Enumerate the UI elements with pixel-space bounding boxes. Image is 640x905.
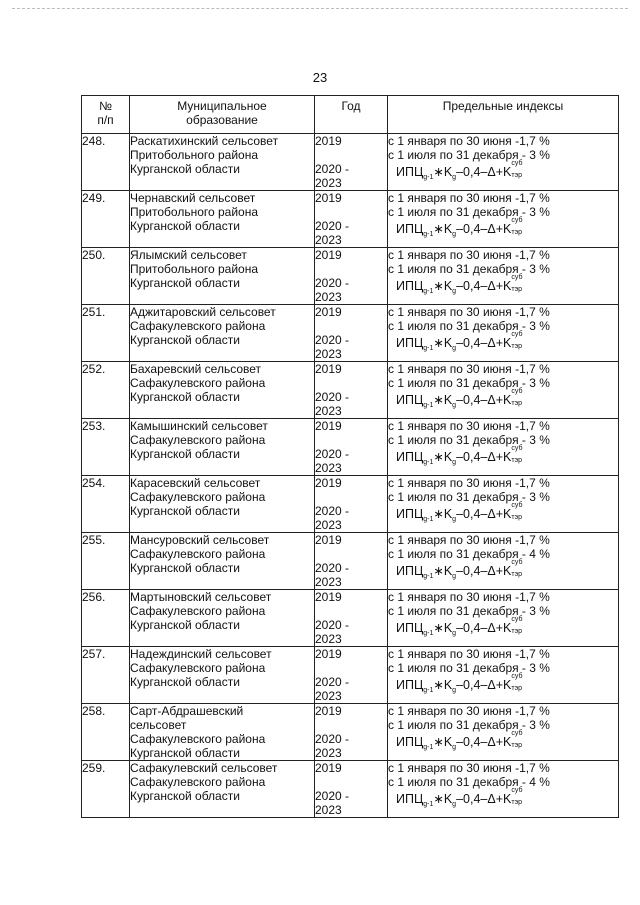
formula-rest: –0,4–Δ+K [456,564,512,578]
formula-k-sub2: тэр [511,628,523,635]
year-range-end: 2023 [315,632,342,646]
formula-ipc: ИПЦ [396,222,424,236]
formula-k-sub: g [452,801,457,808]
formula-ipc: ИПЦ [396,735,424,749]
municipality-name-line: Аджитаровский сельсовет [130,305,276,319]
row-years [315,191,388,248]
formula-k-sup: суб [511,160,523,167]
index-second-half: с 1 июля по 31 декабря - 4 % [388,547,550,561]
year-range-end: 2023 [315,689,342,703]
row-number: 251. [82,305,130,362]
index-formula [396,787,618,812]
formula-k-scripts [511,616,529,635]
index-formula [396,160,618,185]
row-number: 249. [82,191,130,248]
municipality-name-line: Курганской области [130,333,240,347]
municipality-name-line: Сарт-Абдрашевский [130,704,244,718]
formula-k-sub2: тэр [511,343,523,350]
row-years [315,248,388,305]
formula-k-scripts [511,331,529,350]
index-second-half: с 1 июля по 31 декабря - 4 % [388,775,550,789]
year-range-end: 2023 [315,746,342,760]
formula-k-scripts [511,673,529,692]
year-start: 2019 [315,476,342,490]
municipality-name-line: Сафакулевского района [130,661,266,675]
formula-rest: –0,4–Δ+K [456,678,512,692]
formula-k-scripts [511,388,529,407]
index-formula [396,388,618,413]
formula-ipc-sub: g-1 [423,516,434,523]
municipality-name [130,761,315,818]
formula-op: ∗ [433,564,444,578]
municipality-name-line: Сафакулевского района [130,376,266,390]
formula-ipc-sub: g-1 [423,687,434,694]
formula-k-sub: g [452,744,457,751]
index-formula [396,730,618,755]
formula-k-sub2: тэр [511,172,523,179]
year-range-start: 2020 - [315,390,350,404]
row-years [315,362,388,419]
formula-k: K [443,222,453,236]
municipality-name-line: Надеждинский сельсовет [130,647,272,661]
formula-k-sup: суб [511,502,523,509]
formula-ipc-sub: g-1 [423,801,434,808]
index-formula [396,217,618,242]
formula-ipc-sub: g-1 [423,174,434,181]
header-index: Предельные индексы [388,96,619,134]
table-body [82,134,619,818]
municipality-name [130,590,315,647]
table-row [82,533,619,590]
formula-ipc: ИПЦ [396,450,424,464]
formula-ipc: ИПЦ [396,792,424,806]
formula-k-sup: суб [511,787,523,794]
formula-k-sup: суб [511,217,523,224]
formula-ipc-sub: g-1 [423,231,434,238]
formula-op: ∗ [433,735,444,749]
formula-k: K [443,336,453,350]
formula-k-scripts [511,445,529,464]
municipality-name-line: Курганской области [130,447,240,461]
row-number: 252. [82,362,130,419]
municipality-name [130,704,315,761]
row-years [315,305,388,362]
municipality-name [130,476,315,533]
table-row [82,476,619,533]
row-indices [388,134,619,191]
index-second-half: с 1 июля по 31 декабря - 3 % [388,319,550,333]
formula-k-sub: g [452,573,457,580]
formula-op: ∗ [433,393,444,407]
formula-op: ∗ [433,678,444,692]
row-years [315,419,388,476]
index-first-half: с 1 января по 30 июня -1,7 % [388,362,550,376]
formula-k-sub: g [452,459,457,466]
index-first-half: с 1 января по 30 июня -1,7 % [388,305,550,319]
formula-k-sub2: тэр [511,571,523,578]
year-range-end: 2023 [315,518,342,532]
formula-ipc: ИПЦ [396,336,424,350]
year-start: 2019 [315,191,342,205]
year-range-start: 2020 - [315,618,350,632]
index-second-half: с 1 июля по 31 декабря - 3 % [388,262,550,276]
municipality-name-line: Сафакулевского района [130,319,266,333]
formula-ipc: ИПЦ [396,393,424,407]
municipality-name-line: Сафакулевского района [130,433,266,447]
year-range-end: 2023 [315,233,342,247]
formula-rest: –0,4–Δ+K [456,792,512,806]
formula-ipc: ИПЦ [396,678,424,692]
formula-op: ∗ [433,792,444,806]
formula-k-sub: g [452,231,457,238]
formula-k: K [443,735,453,749]
year-start: 2019 [315,305,342,319]
row-indices [388,248,619,305]
header-name: Муниципальное образование [130,96,315,134]
formula-k: K [443,450,453,464]
year-range-start: 2020 - [315,333,350,347]
municipality-name-line: Притобольного района [130,205,259,219]
formula-k-sup: суб [511,730,523,737]
index-formula [396,331,618,356]
formula-k: K [443,564,453,578]
municipality-name-line: сельсовет [130,718,187,732]
formula-op: ∗ [433,279,444,293]
formula-k: K [443,279,453,293]
formula-k: K [443,165,453,179]
municipality-name-line: Карасевский сельсовет [130,476,261,490]
formula-k-sub2: тэр [511,457,523,464]
table-row [82,704,619,761]
index-first-half: с 1 января по 30 июня -1,7 % [388,134,550,148]
municipality-name-line: Притобольного района [130,148,259,162]
page-number: 23 [312,70,328,85]
municipality-name-line: Курганской области [130,390,240,404]
table-row [82,761,619,818]
formula-ipc-sub: g-1 [423,402,434,409]
formula-ipc: ИПЦ [396,279,424,293]
index-first-half: с 1 января по 30 июня -1,7 % [388,476,550,490]
year-range-start: 2020 - [315,732,350,746]
index-first-half: с 1 января по 30 июня -1,7 % [388,647,550,661]
row-number: 256. [82,590,130,647]
municipality-name-line: Сафакулевского района [130,547,266,561]
index-formula [396,559,618,584]
year-start: 2019 [315,761,342,775]
row-number: 248. [82,134,130,191]
formula-k-sub2: тэр [511,799,523,806]
row-indices [388,362,619,419]
row-number: 255. [82,533,130,590]
formula-k-sub: g [452,516,457,523]
row-years [315,476,388,533]
municipality-name-line: Сафакулевского района [130,604,266,618]
year-range-start: 2020 - [315,561,350,575]
formula-k: K [443,792,453,806]
formula-k-sup: суб [511,673,523,680]
table-row [82,305,619,362]
formula-k-sub2: тэр [511,514,523,521]
formula-k-sub2: тэр [511,286,523,293]
index-formula [396,445,618,470]
table-row [82,248,619,305]
year-range-start: 2020 - [315,447,350,461]
formula-rest: –0,4–Δ+K [456,336,512,350]
formula-ipc-sub: g-1 [423,573,434,580]
formula-op: ∗ [433,222,444,236]
row-years [315,533,388,590]
formula-k: K [443,507,453,521]
municipality-name-line: Сафакулевский сельсовет [130,761,278,775]
index-second-half: с 1 июля по 31 декабря - 3 % [388,661,550,675]
row-years [315,590,388,647]
index-second-half: с 1 июля по 31 декабря - 3 % [388,205,550,219]
municipality-name-line: Курганской области [130,789,240,803]
row-indices [388,761,619,818]
formula-k-sup: суб [511,331,523,338]
row-number: 254. [82,476,130,533]
table-row [82,419,619,476]
formula-op: ∗ [433,450,444,464]
formula-op: ∗ [433,621,444,635]
year-range-start: 2020 - [315,675,350,689]
index-formula [396,502,618,527]
index-second-half: с 1 июля по 31 декабря - 3 % [388,604,550,618]
formula-k-sub2: тэр [511,742,523,749]
row-indices [388,533,619,590]
year-range-end: 2023 [315,347,342,361]
formula-rest: –0,4–Δ+K [456,507,512,521]
row-indices [388,305,619,362]
year-range-end: 2023 [315,290,342,304]
row-number: 258. [82,704,130,761]
year-range-start: 2020 - [315,504,350,518]
index-second-half: с 1 июля по 31 декабря - 3 % [388,490,550,504]
municipality-name-line: Курганской области [130,746,240,760]
municipality-name-line: Камышинский сельсовет [130,419,268,433]
formula-k-sup: суб [511,616,523,623]
formula-k-sub2: тэр [511,229,523,236]
formula-op: ∗ [433,507,444,521]
table-row [82,134,619,191]
year-start: 2019 [315,419,342,433]
formula-k-sup: суб [511,274,523,281]
row-number: 253. [82,419,130,476]
year-start: 2019 [315,248,342,262]
formula-ipc-sub: g-1 [423,288,434,295]
index-formula [396,274,618,299]
formula-k-sub2: тэр [511,400,523,407]
year-range-end: 2023 [315,803,342,817]
indices-table [81,95,619,818]
municipality-name-line: Чернавский сельсовет [130,191,256,205]
municipality-name-line: Курганской области [130,675,240,689]
formula-k: K [443,678,453,692]
row-indices [388,419,619,476]
year-start: 2019 [315,533,342,547]
row-years [315,704,388,761]
formula-k: K [443,621,453,635]
formula-k-sup: суб [511,445,523,452]
year-range-start: 2020 - [315,219,350,233]
formula-ipc: ИПЦ [396,165,424,179]
municipality-name-line: Сафакулевского района [130,490,266,504]
municipality-name-line: Курганской области [130,276,240,290]
formula-rest: –0,4–Δ+K [456,621,512,635]
year-range-end: 2023 [315,404,342,418]
row-number: 257. [82,647,130,704]
municipality-name-line: Бахаревский сельсовет [130,362,262,376]
year-range-end: 2023 [315,176,342,190]
formula-ipc-sub: g-1 [423,459,434,466]
index-first-half: с 1 января по 30 июня -1,7 % [388,761,550,775]
formula-ipc-sub: g-1 [423,345,434,352]
index-first-half: с 1 января по 30 июня -1,7 % [388,191,550,205]
formula-ipc-sub: g-1 [423,744,434,751]
municipality-name [130,362,315,419]
municipality-name [130,305,315,362]
row-number: 250. [82,248,130,305]
municipality-name-line: Курганской области [130,162,240,176]
table-row [82,647,619,704]
index-first-half: с 1 января по 30 июня -1,7 % [388,419,550,433]
formula-k-sub2: тэр [511,685,523,692]
municipality-name-line: Курганской области [130,618,240,632]
row-indices [388,191,619,248]
municipality-name [130,248,315,305]
formula-k-sub: g [452,174,457,181]
index-second-half: с 1 июля по 31 декабря - 3 % [388,376,550,390]
index-second-half: с 1 июля по 31 декабря - 3 % [388,433,550,447]
index-first-half: с 1 января по 30 июня -1,7 % [388,533,550,547]
table-row [82,362,619,419]
formula-k-sup: суб [511,388,523,395]
row-indices [388,704,619,761]
formula-k-scripts [511,559,529,578]
formula-rest: –0,4–Δ+K [456,165,512,179]
index-first-half: с 1 января по 30 июня -1,7 % [388,704,550,718]
index-formula [396,673,618,698]
year-range-end: 2023 [315,575,342,589]
municipality-name-line: Ялымский сельсовет [130,248,247,262]
municipality-name-line: Курганской области [130,219,240,233]
formula-rest: –0,4–Δ+K [456,222,512,236]
table-row [82,590,619,647]
header-year: Год [315,96,388,134]
row-number: 259. [82,761,130,818]
year-start: 2019 [315,134,342,148]
formula-k-sub: g [452,345,457,352]
formula-k-scripts [511,160,529,179]
municipality-name [130,647,315,704]
formula-op: ∗ [433,165,444,179]
formula-k-scripts [511,787,529,806]
top-margin-line [12,8,628,9]
formula-k-scripts [511,217,529,236]
year-start: 2019 [315,590,342,604]
formula-ipc: ИПЦ [396,621,424,635]
municipality-name-line: Мансуровский сельсовет [130,533,270,547]
formula-k-scripts [511,274,529,293]
row-years [315,134,388,191]
formula-k-scripts [511,730,529,749]
municipality-name [130,134,315,191]
row-indices [388,590,619,647]
index-first-half: с 1 января по 30 июня -1,7 % [388,590,550,604]
index-second-half: с 1 июля по 31 декабря - 3 % [388,718,550,732]
formula-ipc: ИПЦ [396,507,424,521]
row-years [315,647,388,704]
formula-k: K [443,393,453,407]
year-range-end: 2023 [315,461,342,475]
municipality-name-line: Притобольного района [130,262,259,276]
municipality-name-line: Курганской области [130,561,240,575]
year-start: 2019 [315,647,342,661]
formula-ipc-sub: g-1 [423,630,434,637]
formula-op: ∗ [433,336,444,350]
year-range-start: 2020 - [315,162,350,176]
index-formula [396,616,618,641]
formula-rest: –0,4–Δ+K [456,450,512,464]
year-start: 2019 [315,362,342,376]
formula-rest: –0,4–Δ+K [456,735,512,749]
year-range-start: 2020 - [315,789,350,803]
municipality-name [130,419,315,476]
row-years [315,761,388,818]
municipality-name [130,533,315,590]
formula-k-sub: g [452,288,457,295]
formula-k-sub: g [452,630,457,637]
row-indices [388,647,619,704]
index-first-half: с 1 января по 30 июня -1,7 % [388,248,550,262]
year-range-start: 2020 - [315,276,350,290]
index-second-half: с 1 июля по 31 декабря - 3 % [388,148,550,162]
formula-rest: –0,4–Δ+K [456,279,512,293]
municipality-name-line: Сафакулевского района [130,732,266,746]
table-header [82,96,619,134]
formula-k-sup: суб [511,559,523,566]
header-num: № п/п [82,96,130,134]
formula-rest: –0,4–Δ+K [456,393,512,407]
formula-k-sub: g [452,687,457,694]
formula-ipc: ИПЦ [396,564,424,578]
municipality-name [130,191,315,248]
table-row [82,191,619,248]
municipality-name-line: Раскатихинский сельсовет [130,134,279,148]
municipality-name-line: Сафакулевского района [130,775,266,789]
row-indices [388,476,619,533]
municipality-name-line: Мартыновский сельсовет [130,590,272,604]
municipality-name-line: Курганской области [130,504,240,518]
formula-k-sub: g [452,402,457,409]
formula-k-scripts [511,502,529,521]
year-start: 2019 [315,704,342,718]
